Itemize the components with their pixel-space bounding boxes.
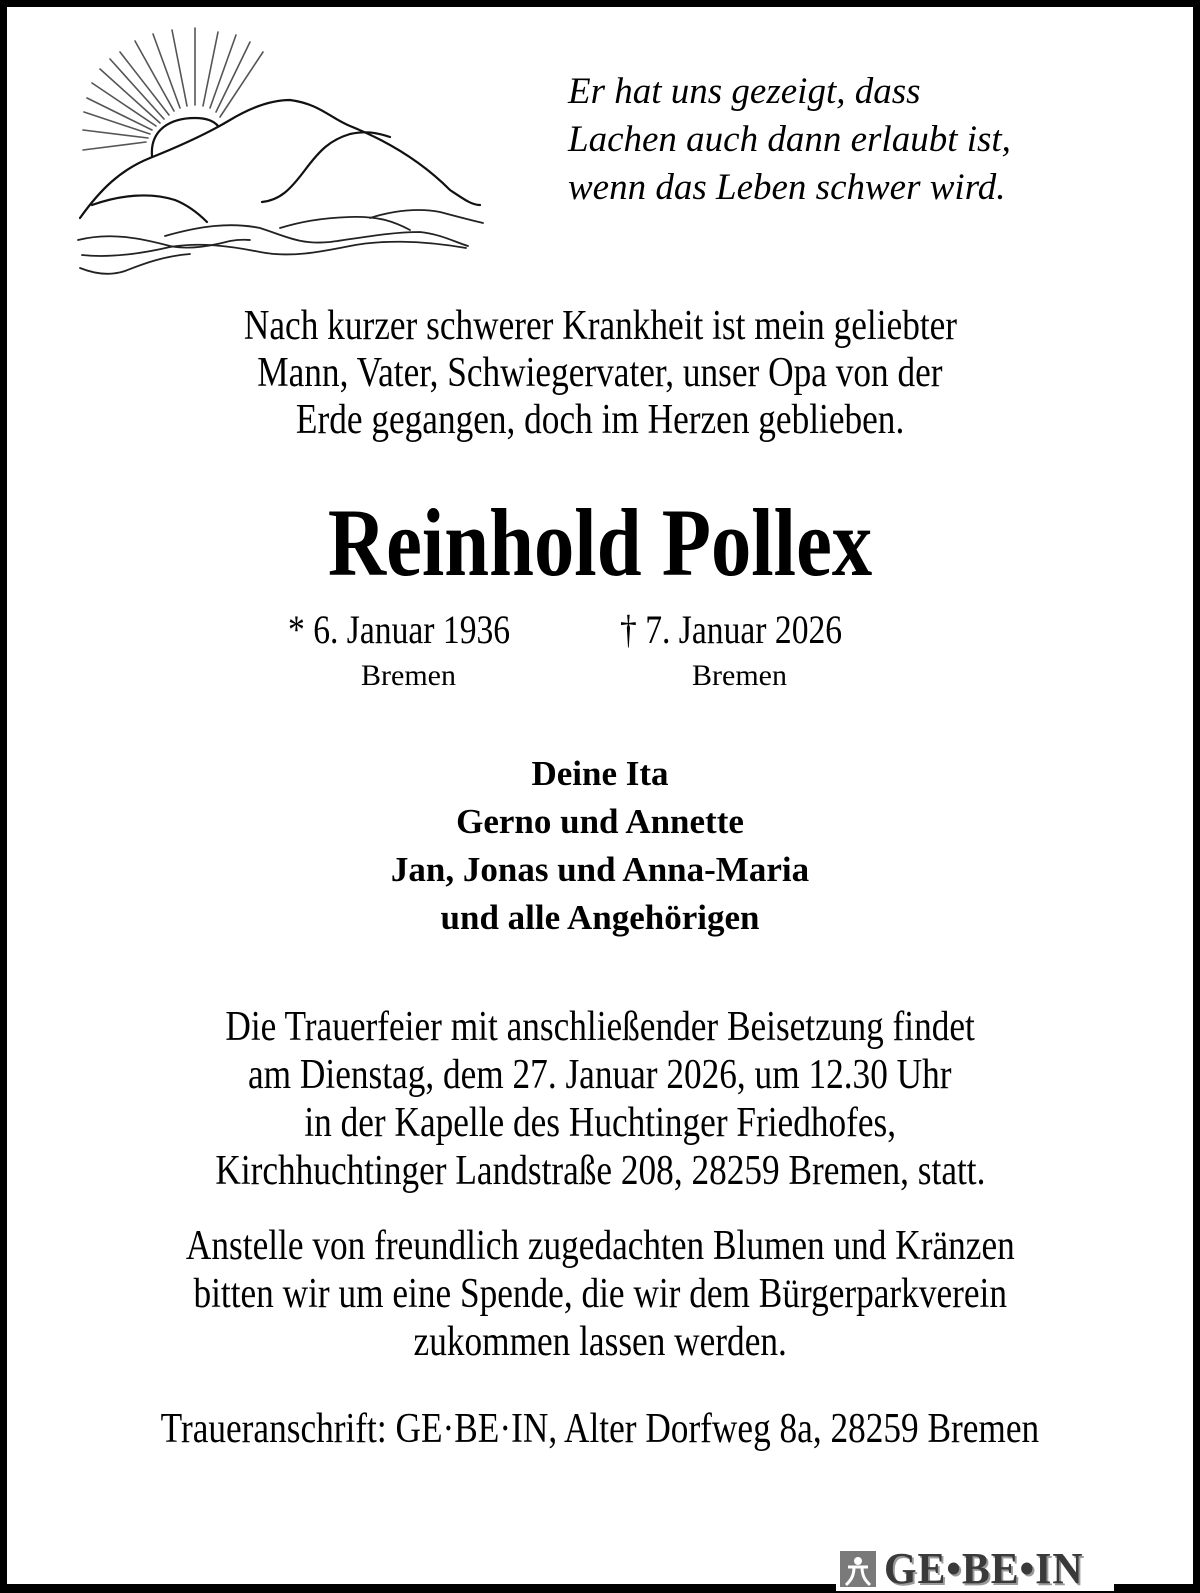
family-line: Gerno und Annette <box>456 802 744 841</box>
birth-date-line <box>288 606 552 654</box>
intro-line: Erde gegangen, doch im Herzen geblieben. <box>295 397 905 443</box>
death-date: 7. Januar 2026 <box>645 607 843 652</box>
memorial-quote <box>568 68 1011 212</box>
intro-line: Nach kurzer schwerer Krankheit ist mein geliebter <box>243 303 957 349</box>
quote-line: Lachen auch dann erlaubt ist, <box>568 119 1011 160</box>
ceremony-line: Die Trauerfeier mit anschließender Beisetzung findet <box>225 1004 975 1050</box>
mourning-address <box>0 1405 1200 1453</box>
family-line: Deine Ita <box>531 754 669 793</box>
ceremony-line: in der Kapelle des Huchtinger Friedhofes, <box>304 1100 896 1146</box>
birth-star-icon: * <box>288 607 305 652</box>
quote-line: Er hat uns gezeigt, dass <box>568 71 921 112</box>
intro-line: Mann, Vater, Schwiegervater, unser Opa von der <box>257 350 943 396</box>
gebein-logo-text: GE•BE•IN <box>884 1544 1084 1593</box>
gebein-figure-icon <box>840 1551 876 1587</box>
quote-line: wenn das Leben schwer wird. <box>568 167 1006 208</box>
address-text: Traueranschrift: GE·BE·IN, Alter Dorfweg 8a, 28259 Bremen <box>160 1406 1040 1452</box>
dagger-cross-icon: † <box>620 607 637 652</box>
family-signatures <box>0 750 1200 942</box>
gebein-logo <box>840 1545 1094 1591</box>
ceremony-line: am Dienstag, dem 27. Januar 2026, um 12.30 Uhr <box>248 1052 952 1098</box>
donation-request <box>0 1222 1200 1366</box>
sunrise-over-hills-icon <box>70 18 490 278</box>
intro-paragraph <box>0 303 1200 444</box>
family-line: und alle Angehörigen <box>440 898 760 937</box>
deceased-name: Reinhold Pollex <box>327 489 873 596</box>
family-line: Jan, Jonas und Anna-Maria <box>390 850 810 889</box>
ceremony-line: Kirchhuchtinger Landstraße 208, 28259 Bremen, statt. <box>214 1148 986 1194</box>
donation-line: Anstelle von freundlich zugedachten Blumen und Kränzen <box>185 1223 1015 1269</box>
deceased-name-block <box>0 488 1200 598</box>
death-date-line <box>620 606 884 654</box>
death-place: Bremen <box>692 659 787 692</box>
donation-line: zukommen lassen werden. <box>413 1319 787 1365</box>
ceremony-details <box>0 1003 1200 1195</box>
birth-place: Bremen <box>361 659 456 692</box>
donation-line: bitten wir um eine Spende, die wir dem Bürgerparkverein <box>193 1271 1007 1317</box>
birth-date: 6. Januar 1936 <box>313 607 511 652</box>
